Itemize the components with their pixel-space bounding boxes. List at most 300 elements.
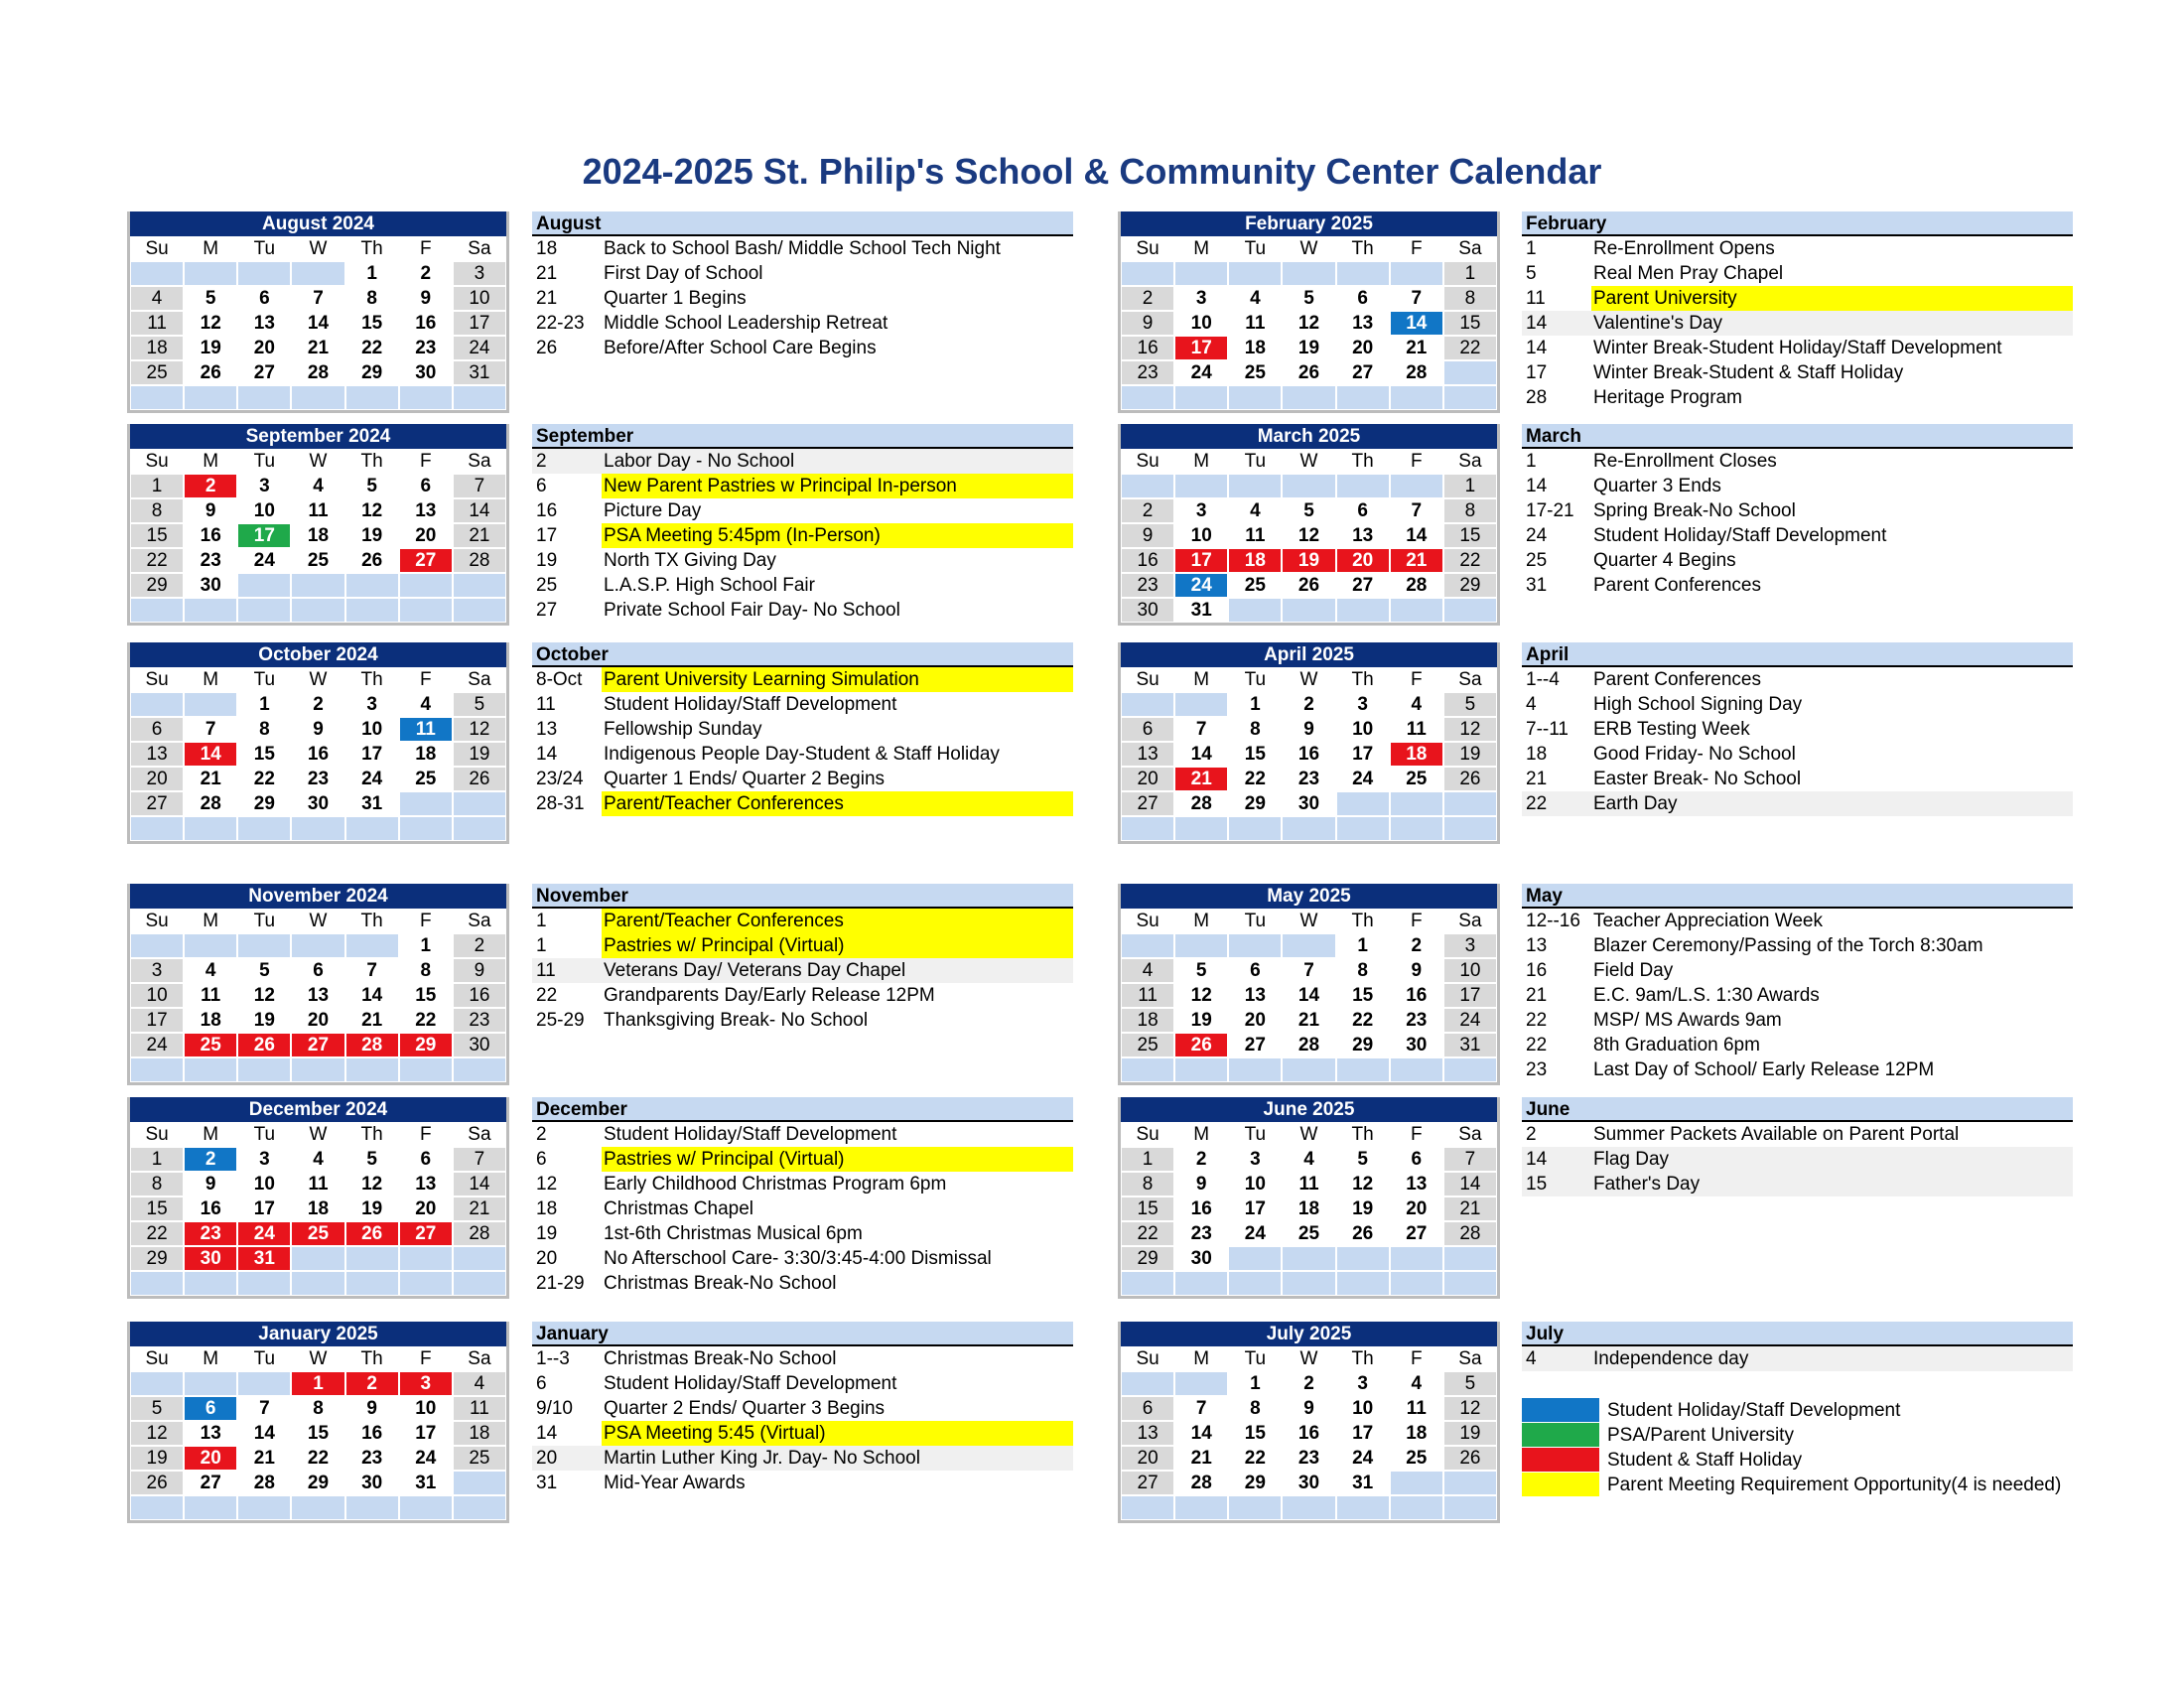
day-cell: 23	[453, 1008, 506, 1033]
day-name: F	[419, 451, 432, 472]
day-cell: 24	[453, 336, 506, 360]
empty-cell	[1336, 474, 1390, 498]
event-date: 25	[1526, 550, 1548, 571]
day-cell: 18	[291, 523, 344, 548]
day-cell: 28	[1282, 1033, 1335, 1057]
event-row	[1522, 909, 2073, 933]
day-cell: 28	[1390, 573, 1443, 598]
event-row	[1522, 767, 2073, 791]
day-cell: 20	[130, 767, 184, 791]
empty-cell	[237, 933, 291, 958]
event-row	[532, 909, 1073, 933]
day-cell: 18	[453, 1421, 506, 1446]
day-cell: 25	[291, 548, 344, 573]
month-title: April 2025	[1121, 642, 1497, 667]
day-cell: 13	[1228, 983, 1282, 1008]
empty-cell	[237, 1371, 291, 1396]
event-row	[532, 1196, 1073, 1221]
event-date: 8-Oct	[536, 669, 583, 690]
empty-cell	[345, 816, 399, 841]
event-row	[1522, 360, 2073, 385]
day-cell: 9	[1390, 958, 1443, 983]
day-name: Tu	[1244, 911, 1267, 931]
day-cell: 26	[345, 548, 399, 573]
day-name: Th	[1351, 238, 1374, 259]
event-date: 19	[536, 550, 558, 571]
event-date: 18	[536, 1198, 558, 1219]
day-cell: 1	[1443, 474, 1497, 498]
empty-cell	[1336, 261, 1390, 286]
empty-cell	[1390, 474, 1443, 498]
day-cell: 9	[184, 1172, 237, 1196]
month-calendar	[127, 884, 509, 1085]
empty-cell	[1443, 1271, 1497, 1296]
day-cell: 26	[1174, 1033, 1228, 1057]
day-cell: 6	[130, 717, 184, 742]
day-cell: 3	[1228, 1147, 1282, 1172]
empty-cell	[1390, 261, 1443, 286]
day-cell: 4	[291, 474, 344, 498]
day-cell: 23	[184, 548, 237, 573]
day-name: F	[419, 1124, 432, 1145]
empty-cell	[1443, 816, 1497, 841]
day-cell: 24	[1174, 573, 1228, 598]
event-date: 14	[1526, 313, 1548, 334]
day-cell: 25	[1282, 1221, 1335, 1246]
day-cell: 5	[345, 474, 399, 498]
empty-cell	[1174, 261, 1228, 286]
empty-cell	[291, 598, 344, 623]
empty-cell	[1174, 816, 1228, 841]
day-cell: 25	[1228, 360, 1282, 385]
event-text: Field Day	[1593, 960, 1674, 981]
day-cell: 27	[1228, 1033, 1282, 1057]
empty-cell	[1228, 816, 1282, 841]
event-date: 19	[536, 1223, 558, 1244]
event-date: 21	[536, 288, 558, 309]
day-cell: 13	[399, 1172, 453, 1196]
event-list	[532, 1097, 1073, 1296]
event-text: Father's Day	[1593, 1174, 1701, 1195]
empty-cell	[1443, 1057, 1497, 1082]
day-name: F	[419, 1348, 432, 1369]
day-name: Th	[360, 451, 383, 472]
day-cell: 13	[184, 1421, 237, 1446]
month-title: November 2024	[130, 884, 506, 909]
event-date: 1	[536, 935, 547, 956]
event-text: No Afterschool Care- 3:30/3:45-4:00 Dismissal	[604, 1248, 992, 1269]
day-cell: 2	[1282, 692, 1335, 717]
event-text: Student Holiday/Staff Development	[1593, 525, 1887, 546]
empty-cell	[237, 1495, 291, 1520]
empty-cell	[184, 261, 237, 286]
day-cell: 23	[184, 1221, 237, 1246]
event-row	[532, 1371, 1073, 1396]
day-name: Su	[145, 669, 169, 690]
day-cell: 9	[1282, 717, 1335, 742]
day-cell: 21	[1174, 1446, 1228, 1471]
legend-item	[1522, 1398, 2073, 1423]
event-text: Labor Day - No School	[604, 451, 795, 472]
empty-cell	[184, 385, 237, 410]
month-title: December 2024	[130, 1097, 506, 1122]
day-cell: 12	[1336, 1172, 1390, 1196]
day-cell: 17	[1336, 742, 1390, 767]
day-cell: 2	[399, 261, 453, 286]
day-cell: 7	[453, 1147, 506, 1172]
empty-cell	[453, 791, 506, 816]
event-text: Heritage Program	[1593, 387, 1742, 408]
day-cell: 7	[1174, 1396, 1228, 1421]
event-text: Parent/Teacher Conferences	[602, 909, 1073, 933]
event-month-header: January	[532, 1322, 1073, 1346]
day-cell: 9	[1282, 1396, 1335, 1421]
day-cell: 10	[1336, 717, 1390, 742]
day-name: Sa	[1458, 911, 1482, 931]
day-name: Su	[145, 911, 169, 931]
empty-cell	[1443, 360, 1497, 385]
event-row	[1522, 1008, 2073, 1033]
empty-cell	[345, 1495, 399, 1520]
event-row	[532, 791, 1073, 816]
event-row	[1522, 1057, 2073, 1082]
empty-cell	[291, 1495, 344, 1520]
day-cell: 27	[237, 360, 291, 385]
day-cell: 31	[1336, 1471, 1390, 1495]
event-row	[1522, 717, 2073, 742]
empty-cell	[291, 933, 344, 958]
day-cell: 20	[237, 336, 291, 360]
event-date: 21	[1526, 769, 1548, 789]
day-cell: 16	[1121, 336, 1174, 360]
day-cell: 1	[1228, 692, 1282, 717]
day-cell: 8	[1443, 286, 1497, 311]
event-text: Blazer Ceremony/Passing of the Torch 8:30am	[1593, 935, 1983, 956]
day-cell: 19	[1336, 1196, 1390, 1221]
day-cell: 13	[1121, 1421, 1174, 1446]
day-cell: 13	[399, 498, 453, 523]
day-grid	[130, 1346, 506, 1520]
day-cell: 16	[1390, 983, 1443, 1008]
event-row	[532, 1396, 1073, 1421]
day-cell: 13	[1121, 742, 1174, 767]
legend-item	[1522, 1423, 2073, 1448]
day-cell: 3	[130, 958, 184, 983]
day-cell: 7	[1282, 958, 1335, 983]
day-cell: 4	[291, 1147, 344, 1172]
day-cell: 17	[1228, 1196, 1282, 1221]
event-text: Back to School Bash/ Middle School Tech Night	[604, 238, 1001, 259]
empty-cell	[345, 1246, 399, 1271]
day-cell: 12	[1174, 983, 1228, 1008]
empty-cell	[1228, 598, 1282, 623]
event-row	[532, 717, 1073, 742]
event-text: Easter Break- No School	[1593, 769, 1802, 789]
day-cell: 12	[184, 311, 237, 336]
event-date: 14	[1526, 476, 1548, 496]
day-cell: 24	[399, 1446, 453, 1471]
event-text: High School Signing Day	[1593, 694, 1803, 715]
page-title: 2024-2025 St. Philip's School & Community Center Calendar	[582, 151, 1602, 192]
event-row	[532, 1446, 1073, 1471]
day-cell: 31	[399, 1471, 453, 1495]
event-date: 11	[1526, 288, 1546, 309]
day-cell: 31	[345, 791, 399, 816]
day-cell: 3	[399, 1371, 453, 1396]
day-name: Su	[145, 1124, 169, 1145]
day-cell: 3	[1336, 1371, 1390, 1396]
day-cell: 25	[1228, 573, 1282, 598]
day-cell: 1	[1443, 261, 1497, 286]
event-row	[1522, 261, 2073, 286]
event-date: 6	[536, 1149, 547, 1170]
empty-cell	[1228, 1246, 1282, 1271]
day-cell: 16	[291, 742, 344, 767]
event-row	[1522, 791, 2073, 816]
day-cell: 24	[1336, 767, 1390, 791]
day-cell: 12	[1282, 311, 1335, 336]
empty-cell	[184, 1057, 237, 1082]
day-cell: 12	[345, 1172, 399, 1196]
event-text: Parent Conferences	[1593, 575, 1761, 596]
event-text: Good Friday- No School	[1593, 744, 1796, 765]
empty-cell	[345, 573, 399, 598]
day-cell: 30	[184, 1246, 237, 1271]
empty-cell	[345, 1271, 399, 1296]
day-cell: 22	[399, 1008, 453, 1033]
day-name: Sa	[468, 1348, 491, 1369]
empty-cell	[1443, 1246, 1497, 1271]
event-row	[1522, 1122, 2073, 1147]
day-name: F	[1410, 1124, 1423, 1145]
empty-cell	[291, 573, 344, 598]
day-cell: 8	[130, 1172, 184, 1196]
day-cell: 13	[291, 983, 344, 1008]
day-cell: 24	[1174, 360, 1228, 385]
day-cell: 12	[130, 1421, 184, 1446]
day-cell: 14	[1443, 1172, 1497, 1196]
empty-cell	[1228, 474, 1282, 498]
event-date: 14	[536, 1423, 558, 1444]
month-title: March 2025	[1121, 424, 1497, 449]
event-row	[532, 236, 1073, 261]
empty-cell	[1121, 1371, 1174, 1396]
month-title: May 2025	[1121, 884, 1497, 909]
empty-cell	[1282, 1271, 1335, 1296]
day-cell: 7	[453, 474, 506, 498]
empty-cell	[1282, 474, 1335, 498]
day-name: W	[309, 1348, 328, 1369]
day-cell: 28	[1174, 1471, 1228, 1495]
empty-cell	[1228, 933, 1282, 958]
day-cell: 14	[184, 742, 237, 767]
empty-cell	[453, 1495, 506, 1520]
day-cell: 7	[1390, 286, 1443, 311]
day-cell: 11	[1390, 1396, 1443, 1421]
empty-cell	[291, 1057, 344, 1082]
day-name: W	[309, 911, 328, 931]
event-row	[532, 286, 1073, 311]
event-text: Summer Packets Available on Parent Portal	[1593, 1124, 1960, 1145]
event-date: 1	[1526, 451, 1537, 472]
event-date: 6	[536, 1373, 547, 1394]
day-cell: 21	[453, 523, 506, 548]
event-text: Christmas Chapel	[604, 1198, 753, 1219]
empty-cell	[453, 1471, 506, 1495]
day-cell: 10	[399, 1396, 453, 1421]
day-cell: 5	[237, 958, 291, 983]
day-cell: 1	[291, 1371, 344, 1396]
day-cell: 7	[237, 1396, 291, 1421]
day-name: Th	[360, 911, 383, 931]
day-cell: 20	[1121, 1446, 1174, 1471]
empty-cell	[1336, 1057, 1390, 1082]
empty-cell	[399, 816, 453, 841]
day-cell: 25	[130, 360, 184, 385]
empty-cell	[399, 1495, 453, 1520]
day-cell: 6	[1336, 286, 1390, 311]
month-calendar	[1118, 1322, 1500, 1523]
day-cell: 8	[237, 717, 291, 742]
empty-cell	[1121, 1057, 1174, 1082]
empty-cell	[1390, 1471, 1443, 1495]
empty-cell	[345, 1057, 399, 1082]
empty-cell	[1282, 261, 1335, 286]
day-cell: 20	[184, 1446, 237, 1471]
day-cell: 15	[1228, 742, 1282, 767]
day-cell: 20	[1390, 1196, 1443, 1221]
empty-cell	[184, 1495, 237, 1520]
day-cell: 12	[345, 498, 399, 523]
day-cell: 29	[130, 1246, 184, 1271]
event-date: 20	[536, 1448, 558, 1469]
day-cell: 27	[291, 1033, 344, 1057]
event-date: 2	[1526, 1124, 1537, 1145]
day-cell: 10	[345, 717, 399, 742]
event-date: 23	[1526, 1059, 1548, 1080]
event-text: Student Holiday/Staff Development	[604, 1373, 897, 1394]
event-list	[1522, 1322, 2073, 1371]
day-name: F	[1410, 451, 1423, 472]
month-calendar	[1118, 1097, 1500, 1299]
event-text: MSP/ MS Awards 9am	[1593, 1010, 1782, 1031]
event-text: Picture Day	[604, 500, 702, 521]
day-name: Tu	[1244, 669, 1267, 690]
day-cell: 26	[1282, 573, 1335, 598]
day-cell: 27	[1336, 360, 1390, 385]
event-date: 7--11	[1526, 719, 1569, 740]
event-text: Middle School Leadership Retreat	[604, 313, 888, 334]
empty-cell	[1282, 598, 1335, 623]
day-name: F	[419, 911, 432, 931]
event-date: 21	[1526, 985, 1548, 1006]
day-cell: 31	[453, 360, 506, 385]
day-cell: 27	[399, 1221, 453, 1246]
day-cell: 9	[1121, 523, 1174, 548]
day-cell: 25	[1390, 767, 1443, 791]
day-cell: 10	[453, 286, 506, 311]
empty-cell	[130, 1371, 184, 1396]
empty-cell	[399, 1271, 453, 1296]
event-text: Parent University	[1591, 286, 2073, 311]
day-cell: 26	[1336, 1221, 1390, 1246]
event-row	[532, 1346, 1073, 1371]
day-cell: 19	[130, 1446, 184, 1471]
day-name: Th	[1351, 669, 1374, 690]
day-cell: 17	[1336, 1421, 1390, 1446]
day-cell: 27	[1121, 1471, 1174, 1495]
empty-cell	[1390, 1495, 1443, 1520]
empty-cell	[184, 598, 237, 623]
day-name: M	[1193, 238, 1210, 259]
day-cell: 26	[1443, 1446, 1497, 1471]
event-row	[1522, 498, 2073, 523]
day-grid	[1121, 236, 1497, 410]
day-cell: 11	[130, 311, 184, 336]
day-name: Th	[1351, 451, 1374, 472]
event-text: Student Holiday/Staff Development	[604, 694, 897, 715]
day-cell: 2	[291, 692, 344, 717]
day-cell: 23	[345, 1446, 399, 1471]
day-cell: 7	[345, 958, 399, 983]
event-date: 17-21	[1526, 500, 1574, 521]
day-name: F	[1410, 238, 1423, 259]
event-text: Martin Luther King Jr. Day- No School	[604, 1448, 920, 1469]
event-date: 31	[1526, 575, 1548, 596]
legend-label: Student & Staff Holiday	[1607, 1450, 1803, 1471]
day-name: M	[1193, 669, 1210, 690]
day-name: M	[203, 451, 219, 472]
day-name: M	[1193, 451, 1210, 472]
day-cell: 20	[399, 523, 453, 548]
day-cell: 23	[1282, 767, 1335, 791]
empty-cell	[184, 816, 237, 841]
day-name: F	[1410, 669, 1423, 690]
day-cell: 2	[345, 1371, 399, 1396]
day-name: Su	[145, 238, 169, 259]
day-cell: 20	[291, 1008, 344, 1033]
month-calendar	[1118, 884, 1500, 1085]
day-cell: 1	[237, 692, 291, 717]
day-name: Su	[1136, 1124, 1160, 1145]
empty-cell	[1174, 1495, 1228, 1520]
day-name: Th	[360, 1124, 383, 1145]
day-cell: 30	[453, 1033, 506, 1057]
empty-cell	[237, 598, 291, 623]
empty-cell	[237, 573, 291, 598]
legend-item	[1522, 1448, 2073, 1473]
day-cell: 11	[184, 983, 237, 1008]
day-name: Th	[360, 669, 383, 690]
empty-cell	[1174, 385, 1228, 410]
day-cell: 19	[453, 742, 506, 767]
event-text: Independence day	[1593, 1348, 1749, 1369]
day-name: Th	[360, 1348, 383, 1369]
event-row	[1522, 236, 2073, 261]
event-date: 27	[536, 600, 558, 621]
day-name: M	[1193, 1348, 1210, 1369]
day-cell: 10	[1174, 311, 1228, 336]
day-cell: 4	[1282, 1147, 1335, 1172]
event-text: Mid-Year Awards	[604, 1473, 746, 1493]
day-grid	[130, 449, 506, 623]
event-text: Private School Fair Day- No School	[604, 600, 900, 621]
day-cell: 12	[1443, 717, 1497, 742]
event-row	[532, 1172, 1073, 1196]
month-calendar	[127, 1097, 509, 1299]
day-cell: 9	[1121, 311, 1174, 336]
day-grid	[130, 1122, 506, 1296]
